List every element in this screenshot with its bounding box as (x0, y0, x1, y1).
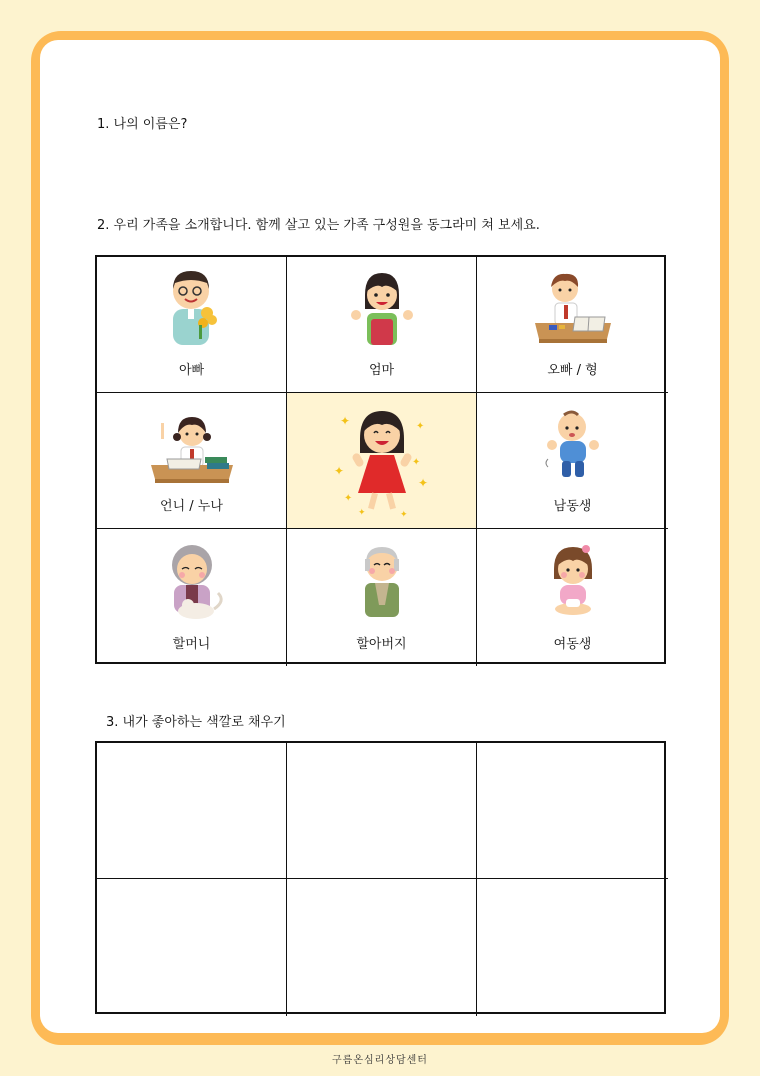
label-older-sister: 언니 / 누나 (160, 499, 223, 514)
svg-text:✦: ✦ (417, 476, 428, 490)
older-sister-illustration (147, 407, 237, 489)
older-brother-illustration (531, 265, 615, 347)
color-grid (95, 741, 666, 1014)
svg-text:✦: ✦ (415, 421, 424, 432)
question-1: 1. 나의 이름은? (97, 117, 188, 132)
family-cell-grandpa[interactable] (287, 529, 477, 666)
family-cell-grandma[interactable] (97, 529, 287, 666)
family-grid (95, 255, 666, 664)
svg-text:✦: ✦ (343, 493, 352, 504)
label-younger-brother: 남동생 (553, 499, 592, 514)
family-cell-younger-sister[interactable] (477, 529, 668, 666)
question-2: 2. 우리 가족을 소개합니다. 함께 살고 있는 가족 구성원을 동그라미 쳐 보세요. (97, 218, 540, 233)
label-mom: 엄마 (368, 363, 395, 378)
label-grandpa: 할아버지 (356, 637, 407, 652)
question-3: 3. 내가 좋아하는 색깔로 채우기 (106, 715, 286, 730)
color-cell[interactable] (477, 743, 668, 879)
color-cell[interactable] (287, 743, 477, 879)
family-cell-younger-brother[interactable] (477, 393, 668, 529)
footer-credit: 구름온심리상담센터 (332, 1055, 428, 1066)
label-older-brother: 오빠 / 형 (547, 363, 598, 378)
svg-text:✦: ✦ (339, 414, 350, 428)
svg-text:✦: ✦ (411, 457, 420, 468)
younger-brother-illustration (538, 405, 608, 487)
me-illustration (332, 405, 432, 521)
family-cell-me[interactable] (287, 393, 477, 529)
svg-text:✦: ✦ (333, 464, 344, 478)
family-cell-older-brother[interactable] (477, 257, 668, 393)
color-cell[interactable] (97, 879, 287, 1016)
grandpa-illustration (347, 539, 417, 621)
label-younger-sister: 여동생 (553, 637, 592, 652)
mom-illustration (347, 265, 417, 347)
label-grandma: 할머니 (172, 637, 211, 652)
label-dad: 아빠 (178, 363, 205, 378)
family-cell-dad[interactable] (97, 257, 287, 393)
svg-text:✦: ✦ (357, 508, 366, 518)
younger-sister-illustration (538, 539, 608, 621)
color-cell[interactable] (477, 879, 668, 1016)
family-cell-mom[interactable] (287, 257, 477, 393)
svg-text:✦: ✦ (399, 510, 408, 520)
family-cell-older-sister[interactable] (97, 393, 287, 529)
color-cell[interactable] (287, 879, 477, 1016)
dad-illustration (157, 265, 227, 347)
color-cell[interactable] (97, 743, 287, 879)
grandma-illustration (152, 539, 232, 621)
